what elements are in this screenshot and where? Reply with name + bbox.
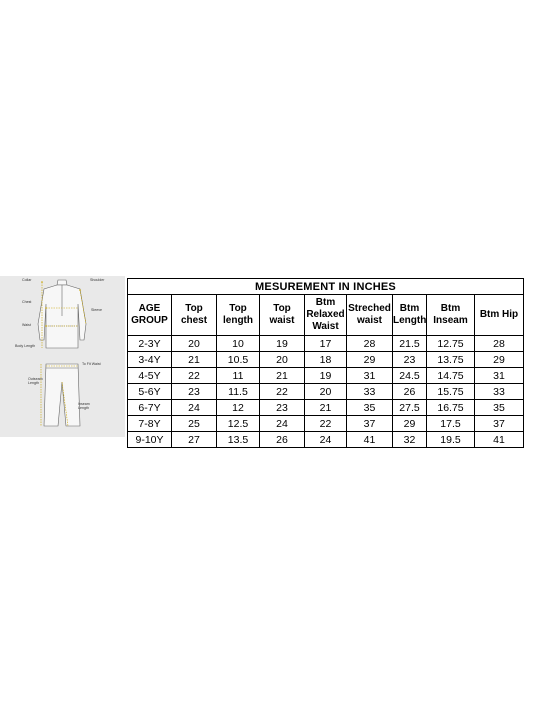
column-header: Btm Hip	[475, 295, 524, 336]
table-row	[128, 432, 524, 448]
table-cell: 21	[305, 400, 347, 416]
table-cell: 28	[475, 336, 524, 352]
table-cell: 24	[305, 432, 347, 448]
column-header: Streched waist	[347, 295, 393, 336]
age-group-cell: 7-8Y	[128, 416, 172, 432]
table-cell: 13.75	[427, 352, 475, 368]
table-cell: 12.5	[217, 416, 260, 432]
label-waist: Waist	[22, 323, 31, 327]
table-cell: 23	[172, 384, 217, 400]
table-cell: 29	[347, 352, 393, 368]
table-cell: 37	[347, 416, 393, 432]
table-cell: 26	[260, 432, 305, 448]
age-group-cell: 2-3Y	[128, 336, 172, 352]
table-row	[128, 336, 524, 352]
label-shoulder: Shoulder	[90, 278, 105, 282]
table-cell: 35	[475, 400, 524, 416]
garment-illustration	[0, 276, 125, 437]
size-chart-table	[127, 278, 524, 448]
age-group-cell: 3-4Y	[128, 352, 172, 368]
table-row	[128, 352, 524, 368]
table-cell: 22	[305, 416, 347, 432]
table-body	[128, 336, 524, 448]
column-header: Btm Relaxed Waist	[305, 295, 347, 336]
label-chest: Chest	[22, 300, 32, 304]
table-cell: 16.75	[427, 400, 475, 416]
column-header: AGE GROUP	[128, 295, 172, 336]
table-cell: 14.75	[427, 368, 475, 384]
table-cell: 26	[393, 384, 427, 400]
table-cell: 31	[475, 368, 524, 384]
table-cell: 41	[347, 432, 393, 448]
label-inseam-length: Inseam Length	[78, 402, 90, 410]
table-cell: 24	[260, 416, 305, 432]
column-header: Btm Length	[393, 295, 427, 336]
table-cell: 23	[260, 400, 305, 416]
table-cell: 19.5	[427, 432, 475, 448]
table-cell: 19	[260, 336, 305, 352]
table-row	[128, 400, 524, 416]
label-to-fit-waist: To Fit Waist	[82, 362, 101, 366]
size-guide-diagram	[0, 276, 125, 437]
table-cell: 24.5	[393, 368, 427, 384]
table-title: MESUREMENT IN INCHES	[128, 279, 524, 295]
table-row	[128, 416, 524, 432]
table-cell: 12	[217, 400, 260, 416]
table-cell: 22	[172, 368, 217, 384]
table-cell: 29	[393, 416, 427, 432]
column-header: Top waist	[260, 295, 305, 336]
table-cell: 33	[475, 384, 524, 400]
table-cell: 13.5	[217, 432, 260, 448]
table-cell: 41	[475, 432, 524, 448]
table-cell: 19	[305, 368, 347, 384]
table-cell: 21	[172, 352, 217, 368]
table-cell: 15.75	[427, 384, 475, 400]
table-cell: 20	[305, 384, 347, 400]
table-cell: 18	[305, 352, 347, 368]
table-cell: 25	[172, 416, 217, 432]
age-group-cell: 6-7Y	[128, 400, 172, 416]
table-cell: 24	[172, 400, 217, 416]
table-cell: 20	[260, 352, 305, 368]
table-cell: 10	[217, 336, 260, 352]
table-cell: 33	[347, 384, 393, 400]
table-cell: 27.5	[393, 400, 427, 416]
table-cell: 28	[347, 336, 393, 352]
table-cell: 11.5	[217, 384, 260, 400]
table-header-row	[128, 295, 524, 336]
table-cell: 27	[172, 432, 217, 448]
table-row	[128, 368, 524, 384]
table-row	[128, 384, 524, 400]
table-cell: 29	[475, 352, 524, 368]
table-cell: 20	[172, 336, 217, 352]
table-cell: 21.5	[393, 336, 427, 352]
table-cell: 35	[347, 400, 393, 416]
table-cell: 17.5	[427, 416, 475, 432]
table-cell: 32	[393, 432, 427, 448]
column-header: Btm Inseam	[427, 295, 475, 336]
label-sleeve: Sleeve	[91, 308, 102, 312]
age-group-cell: 4-5Y	[128, 368, 172, 384]
label-collar: Collar	[22, 278, 32, 282]
pajama-drawing	[44, 364, 80, 426]
age-group-cell: 5-6Y	[128, 384, 172, 400]
table-cell: 23	[393, 352, 427, 368]
age-group-cell: 9-10Y	[128, 432, 172, 448]
table-cell: 37	[475, 416, 524, 432]
table-cell: 11	[217, 368, 260, 384]
column-header: Top chest	[172, 295, 217, 336]
column-header: Top length	[217, 295, 260, 336]
table-cell: 10.5	[217, 352, 260, 368]
table-cell: 22	[260, 384, 305, 400]
table-cell: 21	[260, 368, 305, 384]
kurta-drawing	[38, 280, 86, 348]
label-outseam-length: Outseam Length	[28, 377, 43, 385]
table-cell: 31	[347, 368, 393, 384]
label-body-length: Body Length	[15, 344, 36, 348]
table-cell: 17	[305, 336, 347, 352]
table-cell: 12.75	[427, 336, 475, 352]
